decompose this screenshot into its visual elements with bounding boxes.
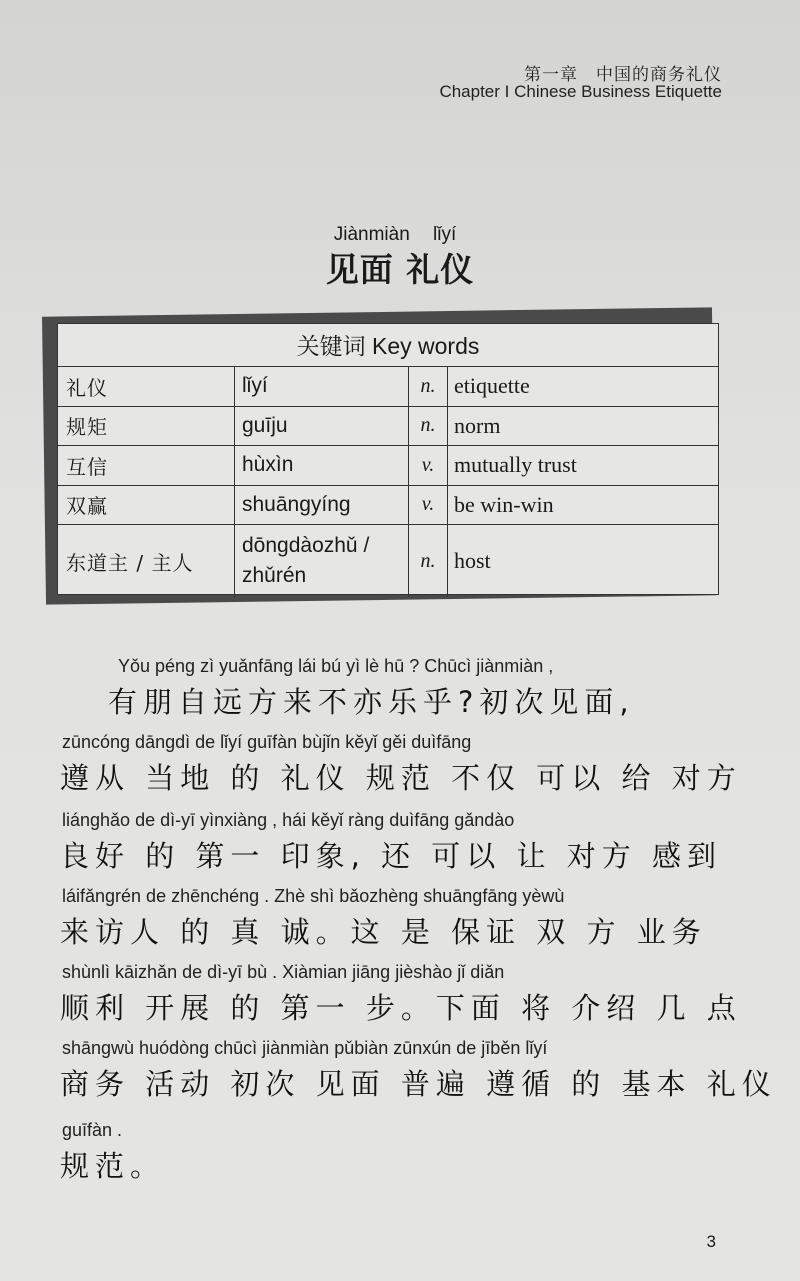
chinese-line: 有朋自远方来不亦乐乎?初次见面,	[108, 685, 635, 719]
vocab-part-of-speech: v.	[409, 486, 448, 525]
vocab-row	[58, 407, 718, 447]
vocab-english: norm	[454, 412, 501, 438]
vocab-part-of-speech: v.	[409, 446, 448, 485]
vocab-chinese: 规矩	[58, 407, 235, 446]
key-words-table	[57, 323, 719, 595]
vocab-english: host	[454, 548, 491, 573]
chinese-line: 顺利 开展 的 第一 步。下面 将 介绍 几 点	[60, 991, 742, 1025]
vocab-chinese: 东道主 / 主人	[58, 525, 235, 597]
vocab-pinyin: lǐyí	[235, 367, 409, 406]
vocab-part-of-speech: n.	[409, 367, 448, 406]
vocab-chinese: 礼仪	[58, 367, 235, 406]
pinyin-line: shùnlì kāizhǎn de dì-yī bù . Xiàmian jiāng jièshào jǐ diǎn	[62, 962, 505, 982]
vocab-pinyin: hùxìn	[235, 446, 409, 485]
running-header-english: Chapter I Chinese Business Etiquette	[439, 82, 722, 101]
vocab-row	[58, 367, 718, 407]
pinyin-line: Yǒu péng zì yuǎnfāng lái bú yì lè hū ? Chūcì jiànmiàn ,	[118, 656, 554, 676]
pinyin-line: guīfàn .	[62, 1120, 123, 1140]
vocab-row	[58, 525, 718, 597]
chinese-line: 遵从 当地 的 礼仪 规范 不仅 可以 给 对方	[60, 761, 742, 795]
pinyin-line: liánghǎo de dì-yī yìnxiàng , hái kěyǐ ràng duìfāng gǎndào	[62, 810, 515, 830]
vocab-part-of-speech: n.	[409, 525, 448, 597]
vocab-english: etiquette	[454, 373, 530, 399]
pinyin-line: shāngwù huódòng chūcì jiànmiàn pǔbiàn zūnxún de jīběn lǐyí	[62, 1038, 548, 1058]
vocab-english: be win-win	[454, 491, 554, 517]
vocab-part-of-speech: n.	[409, 407, 448, 446]
chinese-line: 商务 活动 初次 见面 普遍 遵循 的 基本 礼仪	[60, 1067, 777, 1101]
vocab-pinyin: guīju	[235, 407, 409, 446]
vocab-chinese: 双赢	[58, 486, 235, 525]
vocab-pinyin: shuāngyíng	[235, 486, 409, 525]
key-words-heading: 关键词 Key words	[58, 324, 718, 367]
chinese-line: 来访人 的 真 诚。这 是 保证 双 方 业务	[60, 915, 707, 949]
section-title-pinyin: Jiànmiàn lǐyí	[333, 224, 457, 245]
pinyin-line: láifǎngrén de zhēnchéng . Zhè shì bǎozhèng shuāngfāng yèwù	[62, 886, 565, 906]
chinese-line: 规范。	[60, 1149, 166, 1183]
vocab-english: mutually trust	[454, 452, 577, 478]
chinese-line: 良好 的 第一 印象, 还 可以 让 对方 感到	[60, 839, 722, 873]
pinyin-line: zūncóng dāngdì de lǐyí guīfàn bùjǐn kěyǐ gěi duìfāng	[62, 732, 472, 752]
vocab-row	[58, 486, 718, 526]
section-title: 见面 礼仪	[325, 250, 475, 289]
page-number: 3	[706, 1232, 716, 1251]
vocab-pinyin: dōngdàozhǔ / zhǔrén	[235, 525, 409, 597]
vocab-chinese: 互信	[58, 446, 235, 485]
vocab-row	[58, 446, 718, 486]
running-header-chinese: 第一章 中国的商务礼仪	[524, 65, 722, 85]
